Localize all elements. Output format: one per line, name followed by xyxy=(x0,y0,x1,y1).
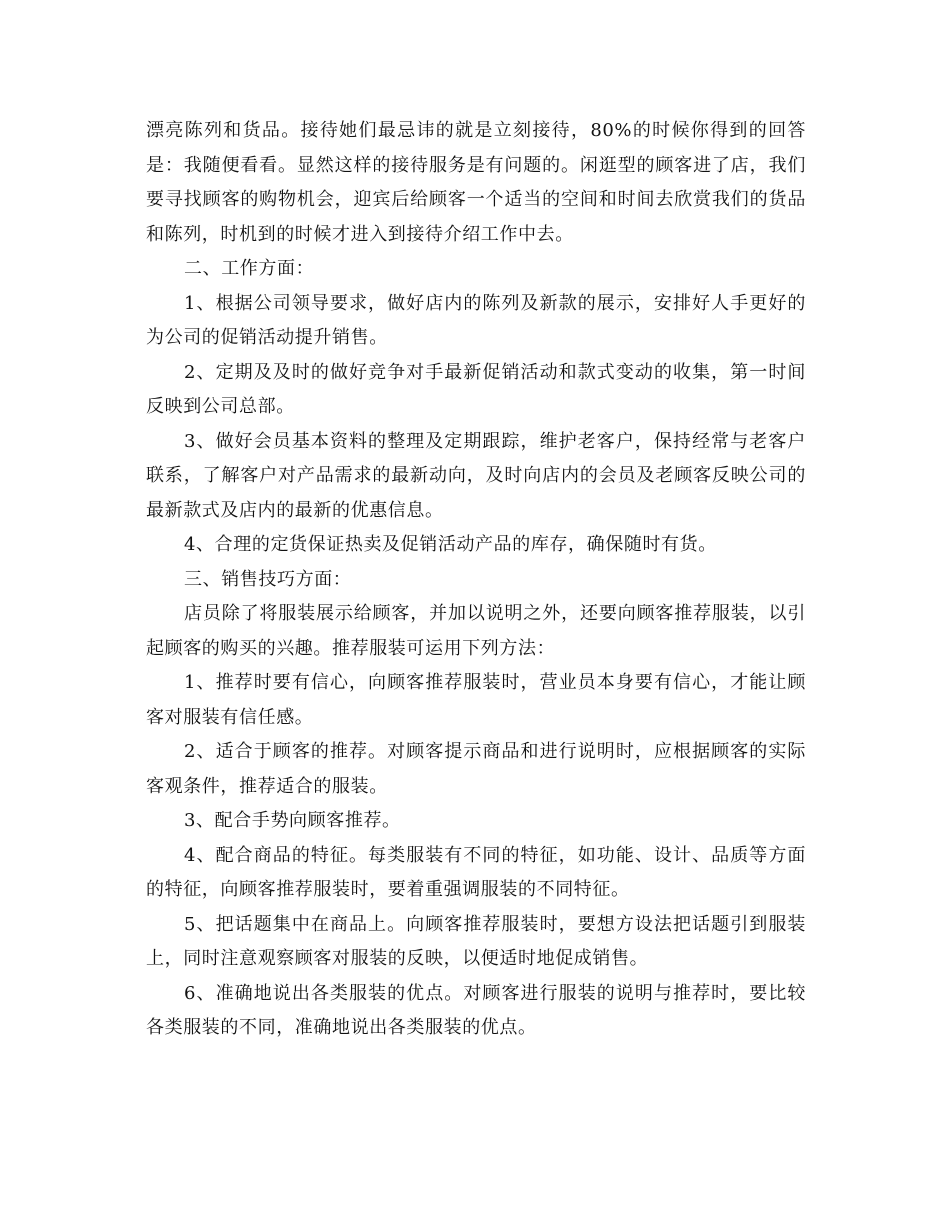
paragraph-intro-continuation: 漂亮陈列和货品。接待她们最忌讳的就是立刻接待，80%的时候你得到的回答是：我随便看看。显然这样的接待服务是有问题的。闲逛型的顾客进了店，我们要寻找顾客的购物机会，迎宾后给顾客一个适当的空间和时间去欣赏我们的货品和陈列，时机到的时候才进入到接待介绍工作中去。 xyxy=(146,120,806,245)
sales-item-6: 6、准确地说出各类服装的优点。对顾客进行服装的说明与推荐时，要比较各类服装的不同，准确地说出各类服装的优点。 xyxy=(146,982,806,1038)
sales-item-3: 3、配合手势向顾客推荐。 xyxy=(184,810,401,831)
document-body xyxy=(146,114,806,1046)
sales-item-5: 5、把话题集中在商品上。向顾客推荐服装时，要想方设法把话题引到服装上，同时注意观察顾客对服装的反映，以便适时地促成销售。 xyxy=(146,913,806,969)
section-heading-sales-skills: 三、销售技巧方面： xyxy=(184,568,352,590)
section-heading-work: 二、工作方面： xyxy=(184,258,315,279)
sales-item-4: 4、配合商品的特征。每类服装有不同的特征，如功能、设计、品质等方面的特征，向顾客推荐服装时，要着重强调服装的不同特征。 xyxy=(146,844,806,900)
sales-item-2: 2、适合于顾客的推荐。对顾客提示商品和进行说明时，应根据顾客的实际客观条件，推荐适合的服装。 xyxy=(146,741,806,797)
work-item-1: 1、根据公司领导要求，做好店内的陈列及新款的展示，安排好人手更好的为公司的促销活动提升销售。 xyxy=(146,292,806,348)
sales-intro-paragraph: 店员除了将服装展示给顾客，并加以说明之外，还要向顾客推荐服装，以引起顾客的购买的兴趣。推荐服装可运用下列方法： xyxy=(146,603,806,659)
work-item-4: 4、合理的定货保证热卖及促销活动产品的库存，确保随时有货。 xyxy=(184,534,717,555)
work-item-3: 3、做好会员基本资料的整理及定期跟踪，维护老客户，保持经常与老客户联系，了解客户对产品需求的最新动向，及时向店内的会员及老顾客反映公司的最新款式及店内的最新的优惠信息。 xyxy=(146,430,806,521)
sales-item-1: 1、推荐时要有信心，向顾客推荐服装时，营业员本身要有信心，才能让顾客对服装有信任感。 xyxy=(146,672,806,728)
work-item-2: 2、定期及及时的做好竞争对手最新促销活动和款式变动的收集，第一时间反映到公司总部。 xyxy=(146,361,806,417)
